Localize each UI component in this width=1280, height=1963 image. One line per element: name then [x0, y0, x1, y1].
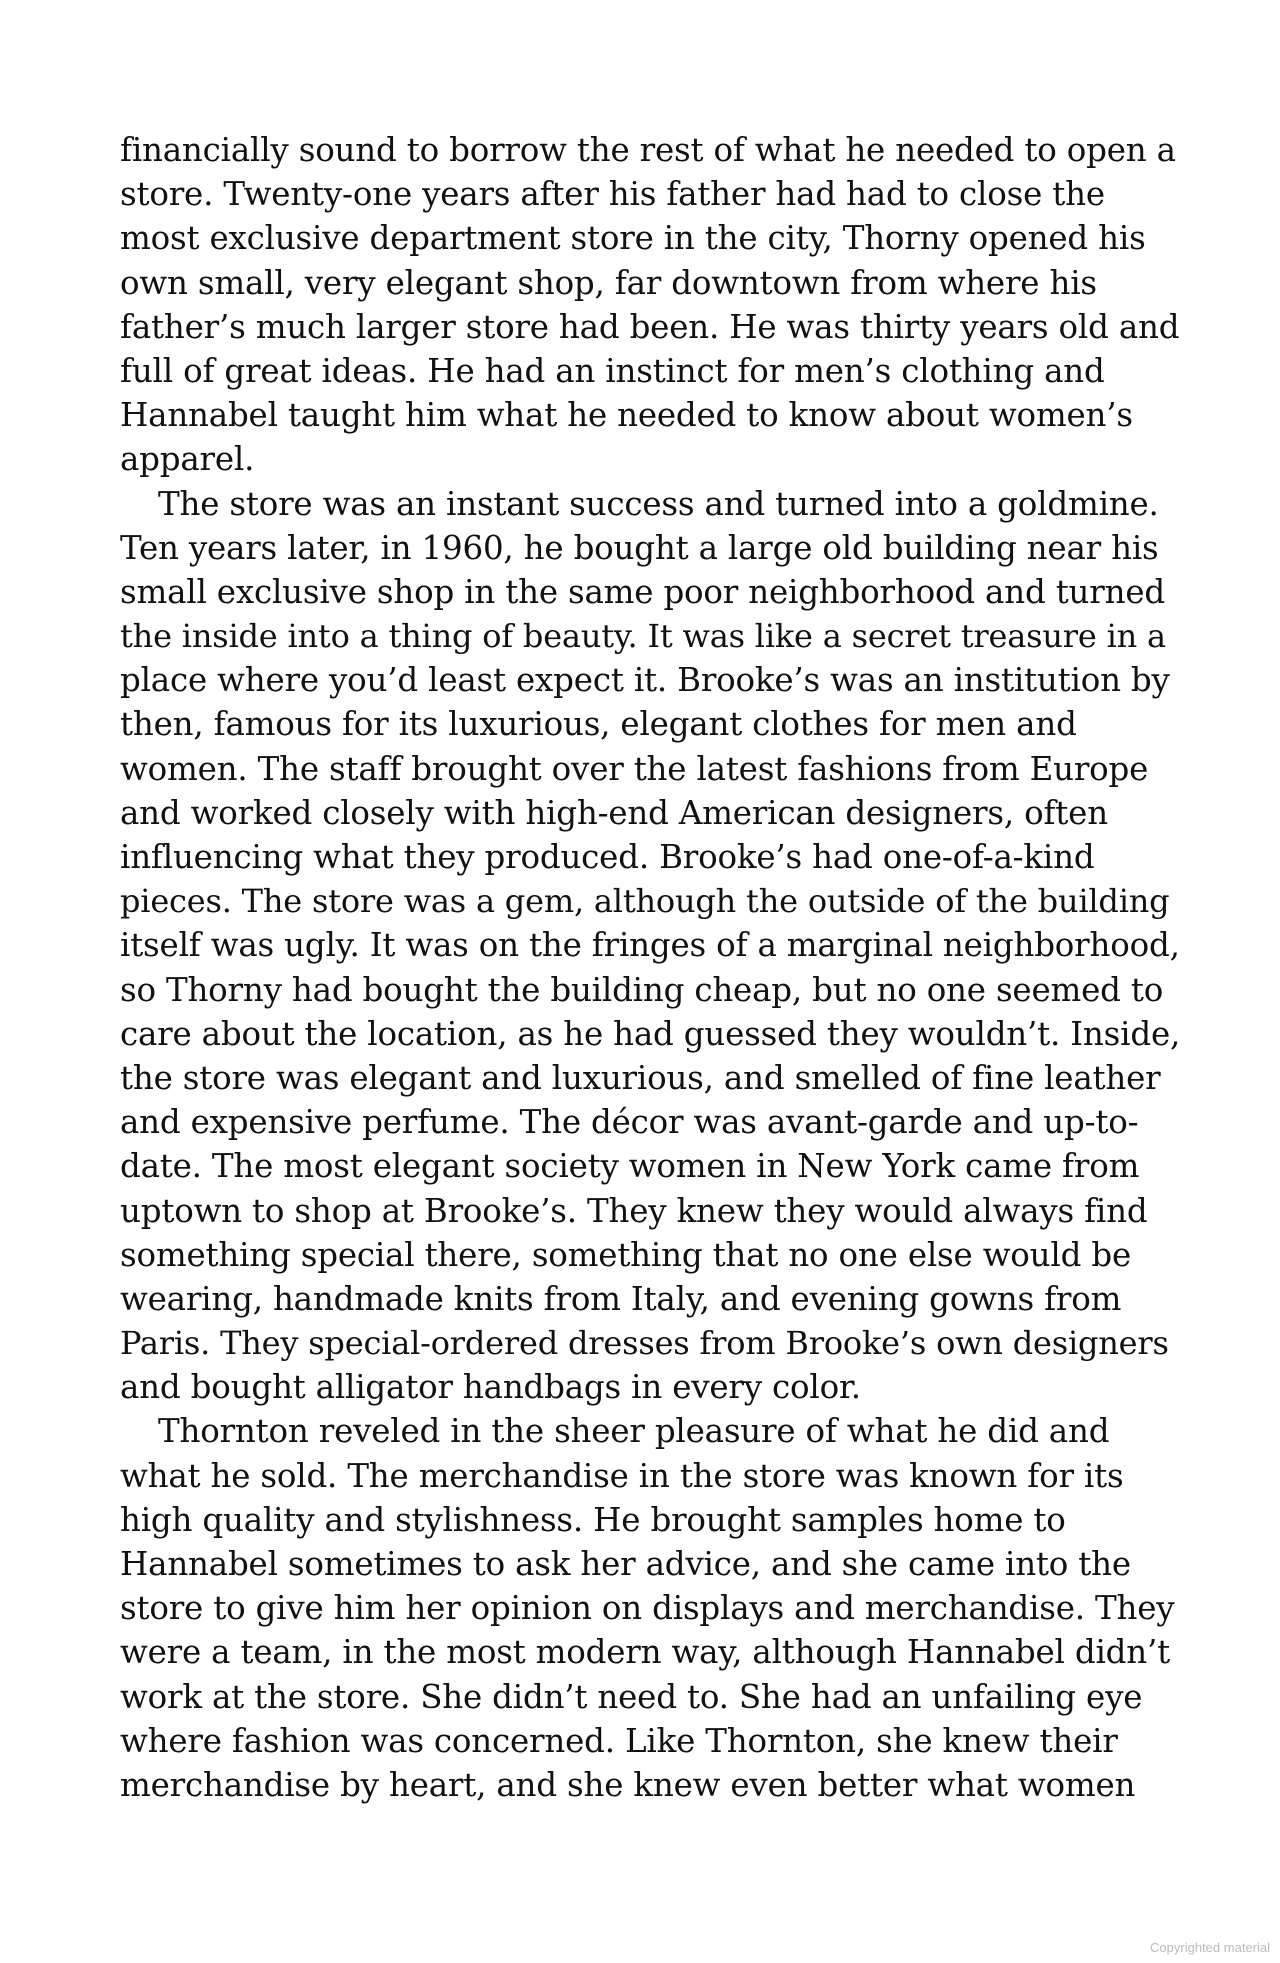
paragraph-2: [120, 482, 1180, 1410]
text-line: Hannabel sometimes to ask her advice, and she came into the: [120, 1545, 1131, 1583]
text-line: Hannabel taught him what he needed to know about women’s: [120, 396, 1133, 435]
text-line: store. Twenty-one years after his father had had to close the: [120, 175, 1105, 214]
text-line: store to give him her opinion on displays and merchandise. They: [120, 1589, 1175, 1628]
text-line: the inside into a thing of beauty. It was like a secret treasure in a: [120, 617, 1166, 656]
text-line: care about the location, as he had guessed they wouldn’t. Inside,: [120, 1014, 1181, 1053]
text-line: high quality and stylishness. He brought samples home to: [120, 1500, 1066, 1539]
text-line: work at the store. She didn’t need to. She had an unfailing eye: [120, 1677, 1143, 1716]
text-line: where fashion was concerned. Like Thornton, she knew their: [120, 1721, 1118, 1760]
text-line: The store was an instant success and turned into a goldmine.: [158, 484, 1159, 523]
text-line: were a team, in the most modern way, although Hannabel didn’t: [120, 1633, 1170, 1672]
text-line: and worked closely with high-end American designers, often: [120, 793, 1108, 832]
text-line: Ten years later, in 1960, he bought a large old building near his: [120, 528, 1159, 567]
text-line: father’s much larger store had been. He was thirty years old and: [120, 307, 1180, 346]
text-line: then, famous for its luxurious, elegant clothes for men and: [120, 705, 1077, 744]
text-line: pieces. The store was a gem, although the outside of the building: [120, 882, 1170, 921]
text-line: so Thorny had bought the building cheap, but no one seemed to: [120, 970, 1164, 1009]
text-line: Thornton reveled in the sheer pleasure of what he did and: [158, 1412, 1110, 1451]
text-line: influencing what they produced. Brooke’s had one-of-a-kind: [120, 838, 1095, 876]
text-line: what he sold. The merchandise in the store was known for its: [120, 1456, 1124, 1495]
text-line: small exclusive shop in the same poor neighborhood and turned: [120, 572, 1165, 611]
text-line: itself was ugly. It was on the fringes of a marginal neighborhood,: [120, 926, 1180, 965]
text-line: and expensive perfume. The décor was avant-garde and up-to-: [120, 1103, 1139, 1142]
paragraph-1: [120, 128, 1180, 482]
text-line: Paris. They special-ordered dresses from Brooke’s own designers: [120, 1324, 1169, 1363]
text-line: financially sound to borrow the rest of what he needed to open a: [120, 131, 1176, 169]
text-line: wearing, handmade knits from Italy, and evening gowns from: [120, 1279, 1122, 1318]
text-line: most exclusive department store in the city, Thorny opened his: [120, 219, 1146, 258]
text-line: and bought alligator handbags in every color.: [120, 1368, 861, 1407]
copyright-watermark: Copyrighted material: [1150, 1940, 1270, 1955]
text-line: women. The staff brought over the latest fashions from Europe: [120, 749, 1149, 788]
text-line: own small, very elegant shop, far downtown from where his: [120, 263, 1097, 302]
text-line: the store was elegant and luxurious, and smelled of fine leather: [120, 1058, 1161, 1097]
text-line: apparel.: [120, 440, 255, 479]
page-body: [120, 128, 1180, 1807]
text-line: something special there, something that no one else would be: [120, 1235, 1131, 1274]
text-line: date. The most elegant society women in New York came from: [120, 1147, 1140, 1186]
text-line: place where you’d least expect it. Brooke’s was an institution by: [120, 661, 1170, 700]
paragraph-3: [120, 1409, 1180, 1807]
text-line: full of great ideas. He had an instinct for men’s clothing and: [120, 351, 1105, 390]
text-line: uptown to shop at Brooke’s. They knew they would always find: [120, 1191, 1148, 1230]
text-line: merchandise by heart, and she knew even better what women: [120, 1765, 1136, 1804]
